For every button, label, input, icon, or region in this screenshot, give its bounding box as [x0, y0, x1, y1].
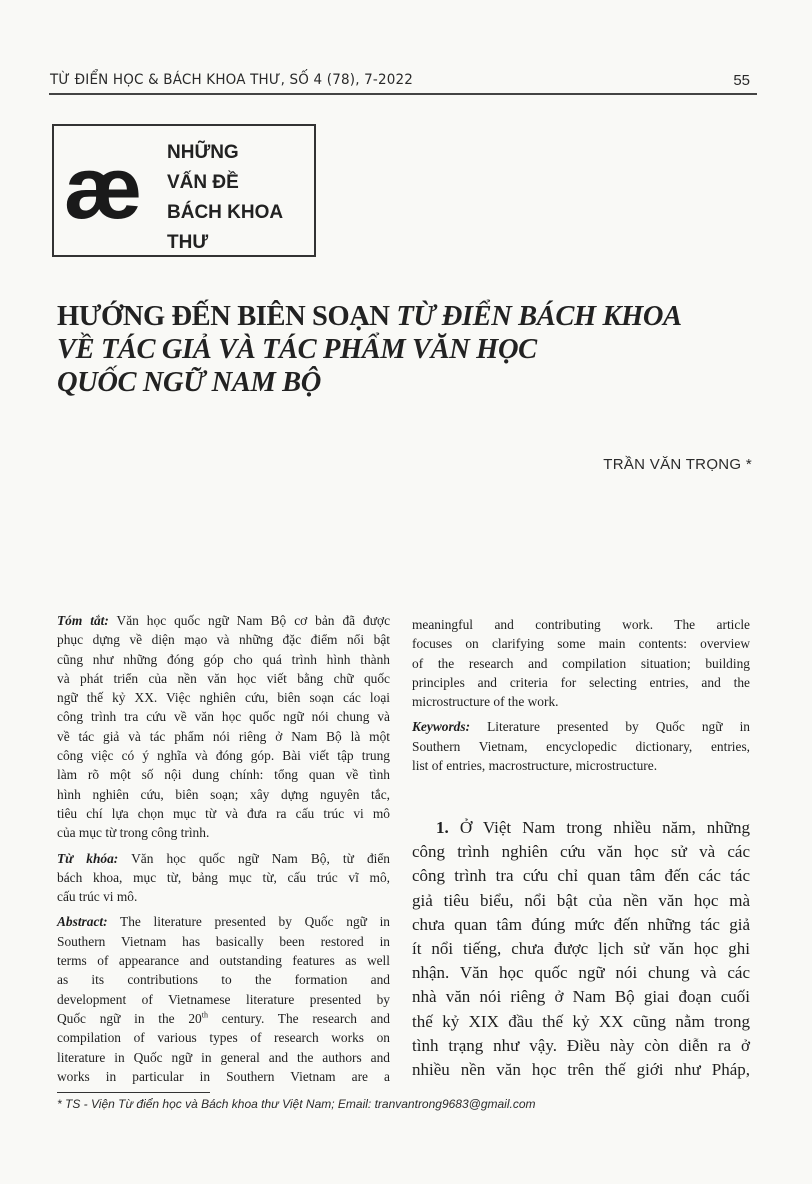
paragraph [412, 615, 750, 711]
text-line: cấu trúc vi mô. [57, 889, 138, 905]
text-line: công trình tra cứu về văn học quốc ngữ nói chung và [57, 709, 390, 725]
section-label-line: THƯ [167, 232, 209, 253]
title-text-italic: TỪ ĐIỂN BÁCH KHOA [396, 301, 682, 332]
text-line: phục dựng về diện mạo và những đặc điểm nổi bật [57, 632, 390, 648]
paragraph [412, 717, 750, 775]
text-line: compilation of various types of research works on [57, 1030, 390, 1046]
paragraph [57, 611, 390, 843]
page-number: 55 [733, 72, 750, 89]
section-number: 1. [436, 818, 449, 837]
text-line: tiêu chí lựa chọn mục từ và đưa ra cấu trúc vi mô [57, 805, 390, 821]
body-line: nhiều nền văn học trên thế giới như Pháp, [412, 1060, 750, 1080]
text-line: development of Vietnamese literature presented by [57, 991, 390, 1007]
text-line: terms of appearance and outstanding features as well [57, 953, 390, 969]
paragraph-label: Keywords: [412, 719, 471, 735]
section-label-line: NHỮNG [167, 142, 239, 163]
ae-logo: æ [64, 138, 133, 237]
body-line: nhận. Văn học quốc ngữ nói chung và các [412, 963, 750, 983]
text-line: literature in Quốc ngữ in general and the authors and [57, 1049, 390, 1065]
text-line: làm rõ một số nội dung chính: tổng quan về tình [57, 767, 390, 783]
section-label-line: VẤN ĐỀ [167, 172, 239, 193]
text-line: microstructure of the work. [412, 694, 559, 710]
text-line: Quốc ngữ in the 20th century. The research and [57, 1010, 390, 1026]
text-line: principles and criteria for selecting entries, and the [412, 674, 750, 690]
text-line: Abstract: The literature presented by Quốc ngữ in [57, 914, 390, 930]
body-line: 1. Ở Việt Nam trong nhiều năm, những [436, 818, 750, 837]
text-line: và phát triển của nền văn học viết bằng chữ quốc [57, 670, 390, 686]
abstract-right-column [412, 615, 750, 781]
title-line: VỀ TÁC GIẢ VÀ TÁC PHẨM VĂN HỌC [57, 334, 537, 365]
section-label-line: BÁCH KHOA [167, 202, 284, 223]
article-title [57, 300, 682, 399]
text-line: công việc có ý nghĩa và đóng góp. Bài viết tập trung [57, 748, 390, 764]
text-line: list of entries, macrostructure, microstructure. [412, 758, 658, 774]
text-line: ngữ thế kỷ XX. Việc nghiên cứu, biên soạn các loại [57, 690, 390, 706]
body-line: thế kỷ XIX đầu thế kỷ XX cũng nằm trong [412, 1011, 750, 1031]
body-line: ít nổi tiếng, chưa được lịch sử văn học ghi [412, 939, 750, 959]
text-line: cũng như những đóng góp cho quá trình hình thành [57, 651, 390, 667]
body-line: giả tiêu biểu, nổi bật của nền văn học mà [412, 890, 750, 910]
text-line: bách khoa, mục từ, bảng mục từ, cấu trúc vĩ mô, [57, 869, 390, 885]
body-line: tình trạng như vậy. Điều này còn diễn ra ở [412, 1035, 750, 1055]
paragraph [57, 849, 390, 907]
body-line: công trình tra cứu chỉ quan tâm đến các tác [412, 866, 750, 886]
title-line: QUỐC NGỮ NAM BỘ [57, 367, 321, 398]
text-line: Southern Vietnam, encyclopedic dictionary, entries, [412, 738, 750, 754]
section-label-box [52, 124, 316, 257]
abstract-left-column [57, 611, 390, 1092]
header-rule [49, 93, 757, 95]
paragraph [57, 912, 390, 1086]
text-line: Southern Vietnam has basically been restored in [57, 933, 390, 949]
body-line: công trình nghiên cứu văn học sử và các [412, 842, 750, 862]
title-text: HƯỚNG ĐẾN BIÊN SOẠN [57, 301, 397, 332]
paragraph-label: Abstract: [57, 914, 108, 930]
text-line: works in particular in Southern Vietnam are a [57, 1068, 390, 1084]
text-line: Keywords: Literature presented by Quốc ngữ in [412, 719, 750, 735]
author-name: TRẦN VĂN TRỌNG * [603, 456, 752, 473]
text-line: focuses on clarifying some main contents: overview [412, 636, 750, 652]
footnote-rule [57, 1092, 210, 1093]
running-header: TỪ ĐIỂN HỌC & BÁCH KHOA THƯ, SỐ 4 (78), 7-2022 [50, 72, 414, 88]
text-line: của mục từ trong công trình. [57, 825, 210, 841]
paragraph-label: Từ khóa: [57, 850, 119, 866]
paragraph-label: Tóm tắt: [57, 613, 109, 628]
body-line: nhà văn nói riêng ở Nam Bộ giai đoạn cuối [412, 987, 750, 1007]
footnote: * TS - Viện Từ điển học và Bách khoa thư Việt Nam; Email: tranvantrong9683@gmail.com [57, 1097, 536, 1111]
text-line: of the research and compilation situation; building [412, 655, 750, 671]
text-line: hình nghiên cứu, biên soạn; xây dựng nguyên tắc, [57, 786, 390, 802]
body-line: chưa quan tâm đúng mức đến những tác giả [412, 914, 750, 934]
text-line: về tác giả và tác phẩm nói riêng ở Nam Bộ là một [57, 728, 390, 744]
title-line [57, 300, 682, 333]
text-line: Tóm tắt: Văn học quốc ngữ Nam Bộ cơ bản đã được [57, 613, 391, 628]
body-text [412, 816, 750, 1082]
text-line: meaningful and contributing work. The article [412, 617, 750, 632]
text-line: Từ khóa: Văn học quốc ngữ Nam Bộ, từ điển [57, 850, 390, 866]
text-line: as its contributions to the formation and [57, 972, 390, 988]
section-label [167, 138, 283, 258]
